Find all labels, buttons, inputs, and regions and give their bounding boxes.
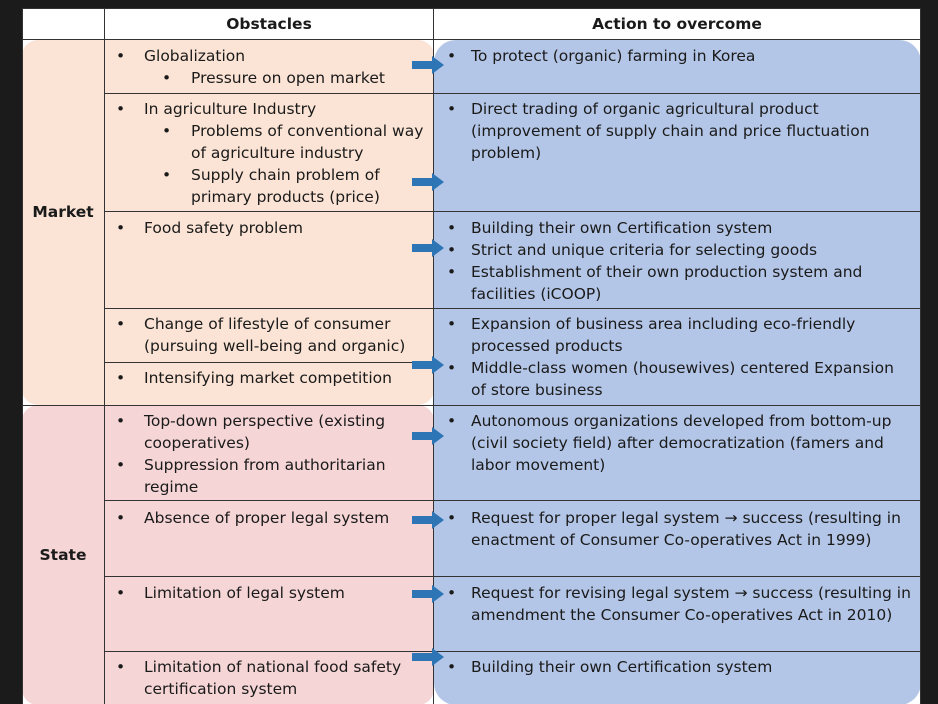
obstacle-item: • Change of lifestyle of consumer (pursuing well-being and organic) xyxy=(105,313,433,357)
obstacle-cell xyxy=(105,367,433,389)
obstacle-item: • Limitation of legal system xyxy=(105,582,433,604)
obstacle-item: • Limitation of national food safety certification system xyxy=(105,656,433,700)
obstacle-cell xyxy=(105,582,433,604)
action-cell xyxy=(434,217,912,305)
arrow-right-icon xyxy=(412,648,444,666)
obstacle-cell xyxy=(105,45,433,89)
obstacle-item: • Food safety problem xyxy=(105,217,433,239)
obstacle-subitem: • Problems of conventional way of agriculture industry xyxy=(105,120,433,164)
grid-line xyxy=(104,500,921,501)
action-cell xyxy=(434,582,912,626)
slide xyxy=(22,8,921,704)
action-item: • Direct trading of organic agricultural product (improvement of supply chain and price fluctuation problem) xyxy=(434,98,912,164)
action-item: • Strict and unique criteria for selecting goods xyxy=(434,239,912,261)
grid-line xyxy=(104,308,921,309)
obstacle-item: • Absence of proper legal system xyxy=(105,507,433,529)
obstacle-item: • Globalization xyxy=(105,45,433,67)
grid-line xyxy=(104,576,921,577)
obstacle-cell xyxy=(105,410,433,498)
action-item: • Establishment of their own production system and facilities (iCOOP) xyxy=(434,261,912,305)
category-state: State xyxy=(39,546,87,564)
arrow-right-icon xyxy=(412,427,444,445)
action-item: • Building their own Certification system xyxy=(434,656,912,678)
action-item: • Request for revising legal system → success (resulting in amendment the Consumer Co-operatives Act in 2010) xyxy=(434,582,912,626)
arrow-right-icon xyxy=(412,511,444,529)
grid-line xyxy=(104,362,434,363)
obstacle-item: • Intensifying market competition xyxy=(105,367,433,389)
grid-line xyxy=(104,651,921,652)
action-cell xyxy=(434,313,912,401)
obstacle-cell xyxy=(105,98,433,208)
arrow-right-icon xyxy=(412,56,444,74)
obstacle-cell xyxy=(105,656,433,700)
action-item: • Expansion of business area including eco-friendly processed products xyxy=(434,313,912,357)
category-market: Market xyxy=(32,203,94,221)
action-cell xyxy=(434,98,912,164)
action-item: • Middle-class women (housewives) centered Expansion of store business xyxy=(434,357,912,401)
grid-line xyxy=(22,405,921,406)
arrow-right-icon xyxy=(412,173,444,191)
grid-line xyxy=(22,8,23,704)
obstacle-subitem: • Supply chain problem of primary products (price) xyxy=(105,164,433,208)
arrow-right-icon xyxy=(412,356,444,374)
obstacle-cell xyxy=(105,313,433,357)
header-obstacles: Obstacles xyxy=(226,15,312,33)
grid-line xyxy=(920,8,921,704)
action-cell xyxy=(434,45,912,67)
action-item: • Building their own Certification system xyxy=(434,217,912,239)
header-action: Action to overcome xyxy=(592,15,762,33)
grid-line xyxy=(104,211,921,212)
action-cell xyxy=(434,410,912,476)
action-item: • To protect (organic) farming in Korea xyxy=(434,45,912,67)
obstacle-cell xyxy=(105,217,433,239)
action-item: • Autonomous organizations developed from bottom-up (civil society field) after democratization (famers and labor movement) xyxy=(434,410,912,476)
obstacle-cell xyxy=(105,507,433,529)
obstacle-item: • In agriculture Industry xyxy=(105,98,433,120)
obstacle-item: • Top-down perspective (existing cooperatives) xyxy=(105,410,433,454)
arrow-right-icon xyxy=(412,239,444,257)
obstacle-subitem: • Pressure on open market xyxy=(105,67,433,89)
arrow-right-icon xyxy=(412,585,444,603)
action-cell xyxy=(434,507,912,551)
action-item: • Request for proper legal system → success (resulting in enactment of Consumer Co-operatives Act in 1999) xyxy=(434,507,912,551)
obstacle-item: • Suppression from authoritarian regime xyxy=(105,454,433,498)
grid-line xyxy=(104,93,921,94)
action-cell xyxy=(434,656,912,678)
